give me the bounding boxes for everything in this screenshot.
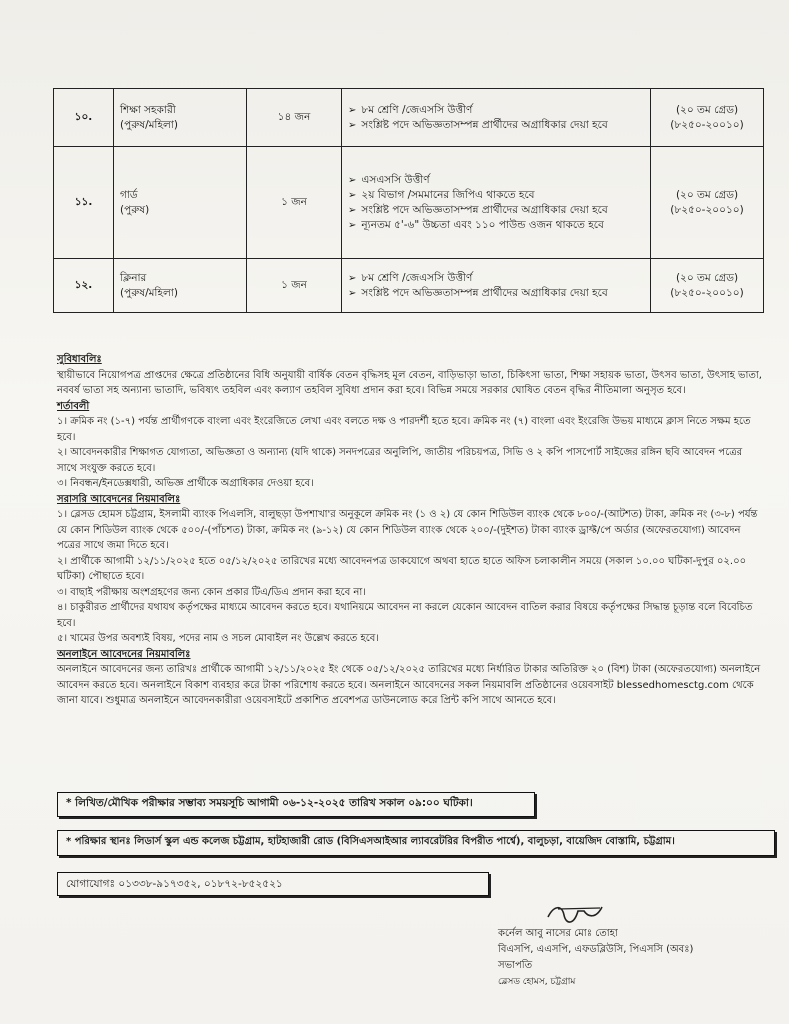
requirement-item bbox=[348, 203, 644, 218]
benefits-text: স্থায়ীভাবে নিয়োগপত্র প্রাপ্তদের ক্ষেত্রে প্রতিষ্ঠানের বিধি অনুযায়ী বার্ষিক বেতন বৃদ্ধিসহ মূল বেতন, বাড়িভাড়া ভাতা, চিকিৎসা ভাতা, শিক্ষা সহায়ক ভাতা, উৎসব ভাতা, উৎসাহ ভাতা, নববর্ষ ভাতা সহ অন্যান্য ভাতাদি, ভবিষ্যৎ তহবিল এবং কল্যাণ তহবিল সুবিধা প্রদান করা হবে। বিভিন্ন সময়ে সরকার ঘোষিত বেতন বৃদ্ধির নীতিমালা অনুসৃত হবে। bbox=[57, 369, 762, 396]
requirement-item bbox=[348, 271, 644, 286]
signer-designation: সভাপতি bbox=[498, 960, 533, 971]
direct-item: ৪। চাকুরীরত প্রার্থীদের যথাযথ কর্তৃপক্ষের মাধ্যমে আবেদন করতে হবে। যথানিয়মে আবেদন না করলে যেকোন আবেদন বাতিল করার বিষয়ে কর্তৃপক্ষের সিদ্ধান্ত চূড়ান্ত বলে বিবেচিত হবে। bbox=[57, 602, 753, 629]
row-post bbox=[114, 259, 247, 313]
table-row bbox=[54, 147, 764, 259]
row-grade bbox=[651, 147, 764, 259]
row-grade bbox=[651, 259, 764, 313]
grade-line: (২০ তম গ্রেড) bbox=[675, 188, 739, 201]
online-heading: অনলাইনে আবেদনের নিয়মাবলিঃ bbox=[57, 648, 191, 660]
grade-line: (৮২৫০-২০০১০) bbox=[670, 118, 744, 131]
direct-item: ৩। বাছাই পরীক্ষায় অংশগ্রহণের জন্য কোন প্রকার টিএ/ডিএ প্রদান করা হবে না। bbox=[57, 586, 366, 598]
row-count: ১৪ জন bbox=[247, 89, 342, 147]
direct-item: ৫। খামের উপর অবশ্যই বিষয়, পদের নাম ও সচল মোবাইল নং উল্লেখ করতে হবে। bbox=[57, 633, 379, 644]
requirement-text: ২য় বিভাগ /সমমানের জিপিএ থাকতে হবে bbox=[361, 188, 535, 201]
post-line: শিক্ষা সহকারী bbox=[120, 103, 176, 116]
requirement-item bbox=[348, 173, 644, 188]
condition-item: ২। আবেদনকারীর শিক্ষাগত যোগ্যতা, অভিজ্ঞতা ও অন্যান্য (যদি থাকে) সনদপত্রের অনুলিপি, জাতীয় পরিচয়পত্র, সিভি ও ২ কপি পাসপোর্ট সাইজের রঙ্গিন ছবি আবেদন পত্রের সাথে সংযুক্ত করতে হবে। bbox=[57, 447, 743, 474]
grade-line: (২০ তম গ্রেড) bbox=[675, 103, 739, 116]
row-serial: ১২. bbox=[54, 259, 114, 313]
condition-item: ১। ক্রমিক নং (১-৭) পর্যন্ত প্রার্থীগণকে বাংলা এবং ইংরেজিতে লেখা এবং বলতে দক্ষ ও পারদর্শী হতে হবে। ক্রমিক নং (৭) বাংলা এবং ইংরেজি উভয় মাধ্যমে ক্লাস নিতে সক্ষম হতে হবে। bbox=[57, 416, 751, 443]
grade-line: (২০ তম গ্রেড) bbox=[675, 271, 739, 284]
post-line: ক্লিনার bbox=[120, 271, 147, 284]
row-serial: ১০. bbox=[54, 89, 114, 147]
row-requirements bbox=[342, 89, 651, 147]
contact-box: যোগাযোগঃ ০১৩৩৮-৯১৭৩৫২, ০১৮৭২-৮৫২৫২১ bbox=[57, 872, 489, 896]
signer-name: কর্নেল আবু নাসের মোঃ তোহা bbox=[498, 928, 618, 939]
arrow-bullet-icon: ➢ bbox=[348, 219, 357, 231]
requirement-text: ৮ম শ্রেণি /জেএসসি উত্তীর্ণ bbox=[361, 271, 473, 284]
grade-line: (৮২৫০-২০০১০) bbox=[670, 286, 744, 299]
row-count: ১ জন bbox=[247, 259, 342, 313]
exam-schedule-notice: * লিখিত/মৌখিক পরীক্ষার সম্ভাব্য সময়সূচি আগামী ০৬-১২-২০২৫ তারিখ সকাল ০৯:০০ ঘটিকা। bbox=[57, 792, 535, 817]
signature-mark bbox=[544, 899, 606, 929]
signer-credentials: বিএসপি, এএসপি, এফডব্লিউসি, পিএসসি (অবঃ) bbox=[498, 944, 694, 955]
requirement-text: ৮ম শ্রেণি /জেএসসি উত্তীর্ণ bbox=[361, 103, 473, 116]
posts-table bbox=[53, 88, 764, 313]
signer-organization: ব্লেসড হোমস, চট্টগ্রাম bbox=[498, 977, 576, 987]
grade-line: (৮২৫০-২০০১০) bbox=[670, 203, 744, 216]
online-text: অনলাইনে আবেদনের জন্য তারিখঃ প্রার্থীকে আগামী ১২/১১/২০২৫ ইং থেকে ০৫/১২/২০২৫ তারিখের মধ্যে নির্ধারিত টাকার অতিরিক্ত ২০ (বিশ) টাকা (অফেরতযোগ্য) অনলাইনে আবেদন করতে হবে। অনলাইনে বিকাশ ব্যবহার করে টাকা পরিশোধ করতে হবে। অনলাইনে আবেদনের সকল নিয়মাবলি প্রতিষ্ঠানের ওয়েবসাইট blessedhomesctg.com থেকে জানা যাবে। শুধুমাত্র অনলাইনে আবেদনকারীরা ওয়েবসাইটে প্রকাশিত প্রবেশপত্র ডাউনলোড করে প্রিন্ট কপি সাথে আনতে হবে। bbox=[57, 664, 761, 706]
requirement-text: সংশ্লিষ্ট পদে অভিজ্ঞতাসম্পন্ন প্রার্থীদের অগ্রাধিকার দেয়া হবে bbox=[361, 118, 608, 131]
row-requirements bbox=[342, 259, 651, 313]
requirement-item bbox=[348, 118, 644, 133]
benefits-section bbox=[57, 352, 763, 709]
row-grade bbox=[651, 89, 764, 147]
condition-item: ৩। নিবন্ধন/ইনডেক্সধারী, অভিজ্ঞ প্রার্থীকে অগ্রাধিকার দেওয়া হবে। bbox=[57, 478, 314, 489]
arrow-bullet-icon: ➢ bbox=[348, 272, 357, 284]
requirement-item bbox=[348, 286, 644, 301]
table-row bbox=[54, 89, 764, 147]
arrow-bullet-icon: ➢ bbox=[348, 204, 357, 216]
post-line: (পুরুষ) bbox=[120, 203, 150, 216]
direct-item: ১। ব্লেসড হোমস চট্টগ্রাম, ইসলামী ব্যাংক পিএলসি, বালুছড়া উপশাখা'র অনুকূলে ক্রমিক নং (১ ও ২) যে কোন শিডিউল ব্যাংক থেকে ৮০০/-(আটশত) টাকা, ক্রমিক নং (৩-৮) পর্যন্ত যে কোন শিডিউল ব্যাংক থেকে ৫০০/-(পাঁচশত) টাকা, ক্রমিক নং (৯-১২) যে কোন শিডিউল ব্যাংক থেকে ২০০/-(দুইশত) টাকা ব্যাংক ড্রাফ্ট/পে অর্ডার (অফেরতযোগ্য) আবেদন পত্রের সাথে জমা দিতে হবে। bbox=[57, 509, 758, 551]
table-row bbox=[54, 259, 764, 313]
requirement-text: সংশ্লিষ্ট পদে অভিজ্ঞতাসম্পন্ন প্রার্থীদের অগ্রাধিকার দেয়া হবে bbox=[361, 203, 608, 216]
direct-item: ২। প্রার্থীকে আগামী ১২/১১/২০২৫ হতে ০৫/১২/২০২৫ তারিখের মধ্যে আবেদনপত্র ডাকযোগে অথবা হাতে হাতে অফিস চলাকালীন সময়ে (সকাল ১০.০০ ঘটিকা-দুপুর ০২.০০ ঘটিকা) পৌছাতে হবে। bbox=[57, 555, 747, 582]
direct-heading: সরাসরি আবেদনের নিয়মাবলিঃ bbox=[57, 493, 181, 505]
requirement-item bbox=[348, 103, 644, 118]
row-post bbox=[114, 147, 247, 259]
requirement-item bbox=[348, 188, 644, 203]
requirement-text: এসএসসি উত্তীর্ণ bbox=[361, 173, 430, 186]
requirement-text: ন্যূনতম ৫'-৬" উচ্চতা এবং ১১০ পাউন্ড ওজন থাকতে হবে bbox=[361, 218, 604, 231]
post-line: (পুরুষ/মহিলা) bbox=[120, 118, 178, 131]
row-requirements bbox=[342, 147, 651, 259]
arrow-bullet-icon: ➢ bbox=[348, 174, 357, 186]
arrow-bullet-icon: ➢ bbox=[348, 104, 357, 116]
conditions-heading: শর্তাবলী bbox=[57, 400, 90, 412]
row-count: ১ জন bbox=[247, 147, 342, 259]
arrow-bullet-icon: ➢ bbox=[348, 119, 357, 131]
post-line: গার্ড bbox=[120, 188, 138, 201]
arrow-bullet-icon: ➢ bbox=[348, 287, 357, 299]
requirement-text: সংশ্লিষ্ট পদে অভিজ্ঞতাসম্পন্ন প্রার্থীদের অগ্রাধিকার দেয়া হবে bbox=[361, 286, 608, 299]
benefits-heading: সুবিধাবলিঃ bbox=[57, 354, 102, 365]
signature-block bbox=[498, 926, 693, 990]
row-serial: ১১. bbox=[54, 147, 114, 259]
post-line: (পুরুষ/মহিলা) bbox=[120, 286, 178, 299]
row-post bbox=[114, 89, 247, 147]
arrow-bullet-icon: ➢ bbox=[348, 189, 357, 201]
exam-venue-notice: * পরিক্ষার স্থানঃ লিডার্স স্কুল এন্ড কলেজ চট্টগ্রাম, হাটহাজারী রোড (বিসিএসআইআর ল্যাবরেটরির বিপরীত পার্শ্বে), বালুচড়া, বায়েজিদ বোস্তামি, চট্টগ্রাম। bbox=[57, 830, 775, 856]
requirement-item bbox=[348, 218, 644, 233]
